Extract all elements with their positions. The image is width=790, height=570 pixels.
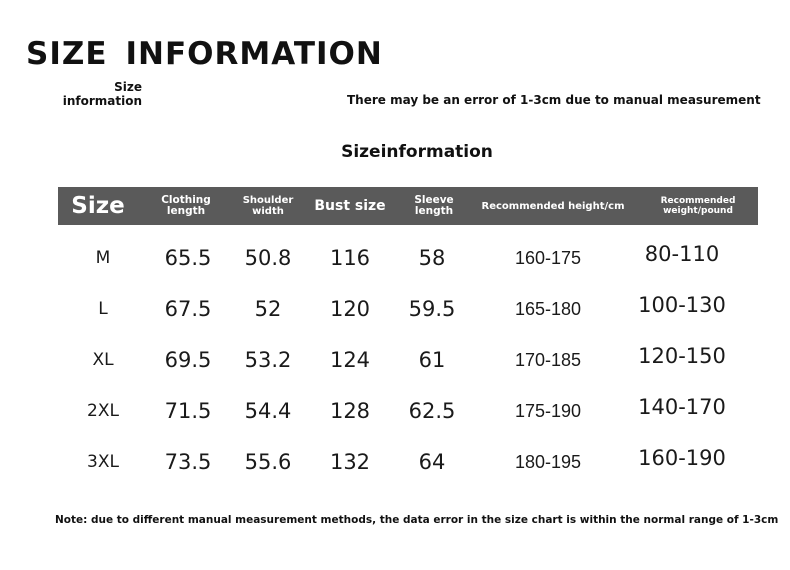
cell-size: M	[95, 248, 111, 268]
header-size: Size	[71, 193, 125, 219]
cell-recommended-weight: 140-170	[638, 395, 726, 419]
cell-shoulder-width: 52	[254, 297, 282, 321]
cell-sleeve-length: 58	[418, 246, 446, 270]
header-clothing-length-line2: length	[166, 205, 206, 217]
table-row	[58, 238, 758, 278]
table-row	[58, 340, 758, 380]
table-row	[58, 289, 758, 329]
cell-shoulder-width: 50.8	[244, 246, 292, 270]
cell-size: 3XL	[87, 452, 119, 472]
header-recommended-weight-line2: weight/pound	[663, 206, 733, 216]
cell-shoulder-width: 55.6	[244, 450, 292, 474]
cell-clothing-length: 67.5	[164, 297, 212, 321]
cell-recommended-weight: 80-110	[644, 242, 720, 266]
cell-bust-size: 124	[329, 348, 371, 372]
header-shoulder-width-line2: width	[252, 206, 284, 217]
page-title	[26, 36, 383, 72]
cell-size: L	[98, 299, 108, 319]
cell-sleeve-length: 59.5	[408, 297, 456, 321]
cell-recommended-height: 180-195	[514, 451, 582, 472]
cell-recommended-weight: 100-130	[638, 293, 726, 317]
cell-sleeve-length: 64	[418, 450, 446, 474]
header-sleeve-length-line1: Sleeve	[414, 194, 454, 206]
footer-note: Note: due to different manual measurement methods, the data error in the size chart is within the normal range of 1-3cm	[55, 514, 779, 526]
cell-clothing-length: 73.5	[164, 450, 212, 474]
title-word-size: SIZE	[26, 36, 108, 72]
cell-shoulder-width: 54.4	[244, 399, 292, 423]
header-shoulder-width-line1: Shoulder	[242, 195, 294, 206]
cell-recommended-height: 160-175	[514, 247, 582, 268]
cell-bust-size: 132	[329, 450, 371, 474]
cell-bust-size: 120	[329, 297, 371, 321]
cell-recommended-height: 175-190	[514, 400, 582, 421]
header-sleeve-length	[398, 187, 470, 225]
header-recommended-height: Recommended height/cm	[481, 200, 625, 212]
table-title: Sizeinformation	[341, 142, 493, 162]
cell-recommended-weight: 160-190	[638, 446, 726, 470]
cell-size: XL	[92, 350, 114, 370]
subtitle	[52, 80, 142, 108]
table-row	[58, 442, 758, 482]
cell-recommended-height: 165-180	[514, 298, 582, 319]
cell-bust-size: 128	[329, 399, 371, 423]
header-clothing-length	[148, 187, 224, 225]
table-row	[58, 391, 758, 431]
cell-clothing-length: 69.5	[164, 348, 212, 372]
header-recommended-weight-line1: Recommended	[660, 196, 736, 206]
subtitle-line-1: Size	[114, 80, 142, 94]
cell-recommended-height: 170-185	[514, 349, 582, 370]
cell-recommended-weight: 120-150	[638, 344, 726, 368]
header-sleeve-length-line2: length	[414, 205, 454, 217]
title-word-information: INFORMATION	[125, 36, 383, 72]
header-recommended-weight	[650, 187, 746, 225]
cell-size: 2XL	[87, 401, 119, 421]
cell-clothing-length: 65.5	[164, 246, 212, 270]
cell-shoulder-width: 53.2	[244, 348, 292, 372]
header-clothing-length-line1: Clothing	[161, 194, 211, 206]
cell-bust-size: 116	[329, 246, 371, 270]
header-shoulder-width	[230, 187, 306, 225]
measurement-note: There may be an error of 1-3cm due to manual measurement	[347, 93, 761, 107]
subtitle-line-2: information	[62, 94, 142, 108]
cell-sleeve-length: 61	[418, 348, 446, 372]
table-header	[58, 187, 758, 225]
cell-clothing-length: 71.5	[164, 399, 212, 423]
cell-sleeve-length: 62.5	[408, 399, 456, 423]
header-bust-size: Bust size	[314, 198, 386, 214]
